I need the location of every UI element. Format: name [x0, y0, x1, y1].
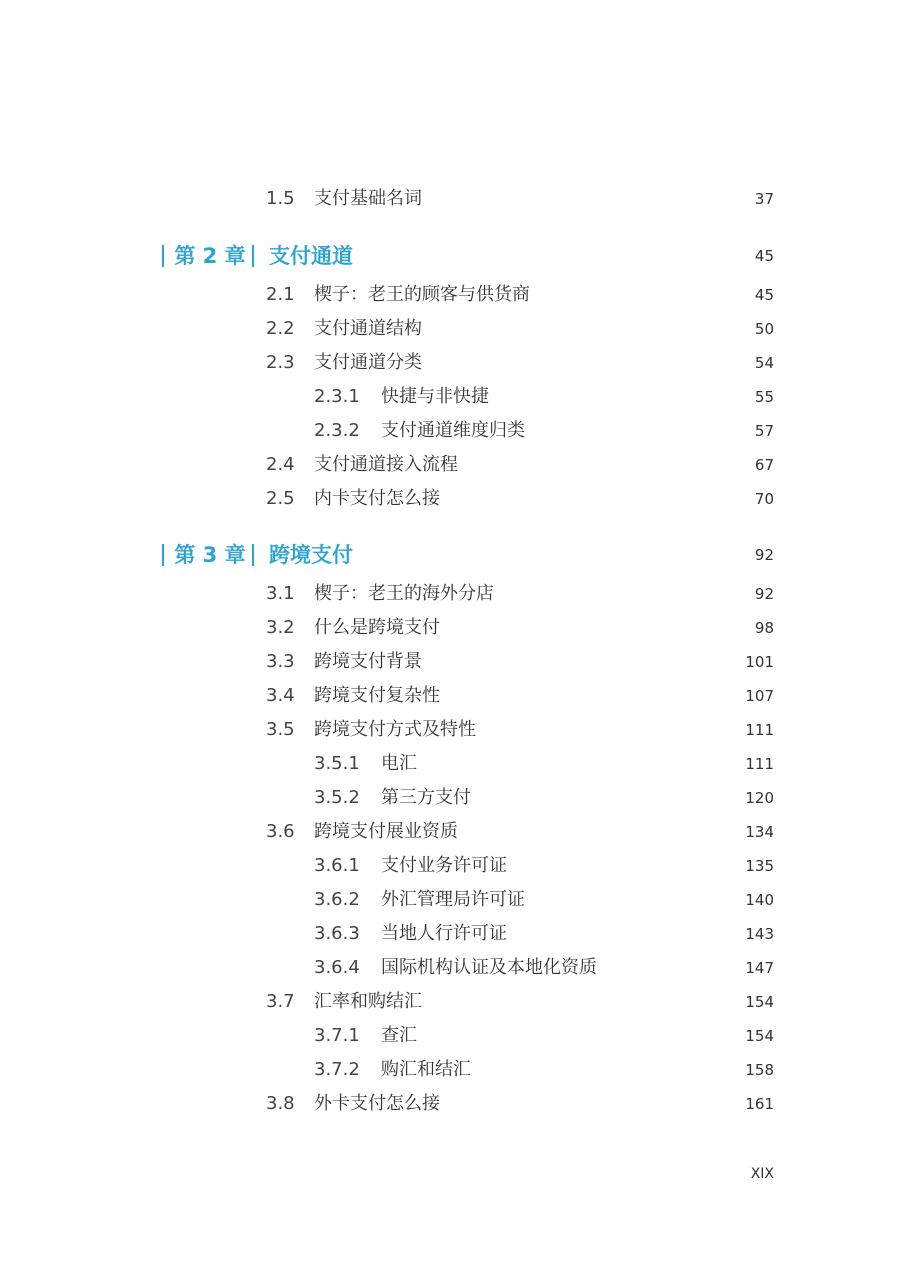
chapter-page-number: 45 — [754, 247, 774, 265]
entry-title: 跨境支付背景 — [314, 651, 422, 672]
entry-title: 跨境支付展业资质 — [314, 821, 458, 842]
entry-page-number: 98 — [754, 619, 774, 637]
entry-page-number: 134 — [745, 823, 774, 841]
entry-page-number: 111 — [745, 755, 774, 773]
entry-number: 3.7.2 — [314, 1059, 360, 1080]
chapter-bracket-left — [162, 245, 164, 267]
entry-page-number: 37 — [754, 190, 774, 208]
entry-title: 跨境支付复杂性 — [314, 685, 440, 706]
entry-title: 汇率和购结汇 — [314, 991, 422, 1012]
entry-number: 3.8 — [266, 1093, 295, 1114]
entry-page-number: 143 — [745, 925, 774, 943]
toc-subsection-entry[interactable] — [0, 1021, 915, 1051]
entry-page-number: 54 — [754, 354, 774, 372]
entry-title: 当地人行许可证 — [381, 923, 507, 944]
entry-title: 楔子：老王的顾客与供货商 — [314, 284, 530, 305]
toc-subsection-entry[interactable] — [0, 919, 915, 949]
toc-section-entry[interactable] — [0, 314, 915, 344]
entry-number: 3.7.1 — [314, 1025, 360, 1046]
entry-number: 2.3 — [266, 352, 295, 373]
entry-number: 3.3 — [266, 651, 295, 672]
entry-number: 2.4 — [266, 454, 295, 475]
entry-number: 2.1 — [266, 284, 295, 305]
toc-subsection-entry[interactable] — [0, 416, 915, 446]
entry-title: 第三方支付 — [381, 787, 471, 808]
toc-section-entry[interactable] — [0, 1089, 915, 1119]
toc-section-entry[interactable] — [0, 681, 915, 711]
entry-title: 国际机构认证及本地化资质 — [381, 957, 597, 978]
entry-number: 3.2 — [266, 617, 295, 638]
entry-title: 支付基础名词 — [314, 188, 422, 209]
entry-number: 3.4 — [266, 685, 295, 706]
toc-section-entry[interactable] — [0, 184, 915, 214]
entry-page-number: 67 — [754, 456, 774, 474]
entry-title: 购汇和结汇 — [381, 1059, 471, 1080]
toc-chapter-heading[interactable] — [0, 538, 915, 572]
toc-section-entry[interactable] — [0, 647, 915, 677]
entry-page-number: 57 — [754, 422, 774, 440]
entry-number: 3.6.1 — [314, 855, 360, 876]
toc-subsection-entry[interactable] — [0, 1055, 915, 1085]
entry-page-number: 70 — [754, 490, 774, 508]
entry-number: 2.3.2 — [314, 420, 360, 441]
entry-page-number: 154 — [745, 993, 774, 1011]
entry-number: 3.6.3 — [314, 923, 360, 944]
entry-number: 3.6.4 — [314, 957, 360, 978]
entry-number: 3.6.2 — [314, 889, 360, 910]
chapter-label: 第 3 章 — [174, 543, 246, 567]
entry-title: 查汇 — [381, 1025, 417, 1046]
toc-subsection-entry[interactable] — [0, 749, 915, 779]
entry-number: 3.5.2 — [314, 787, 360, 808]
entry-page-number: 50 — [754, 320, 774, 338]
toc-subsection-entry[interactable] — [0, 885, 915, 915]
toc-section-entry[interactable] — [0, 817, 915, 847]
page-number-folio: XIX — [750, 1166, 774, 1182]
toc-chapter-heading[interactable] — [0, 239, 915, 273]
toc-section-entry[interactable] — [0, 715, 915, 745]
entry-title: 外卡支付怎么接 — [314, 1093, 440, 1114]
entry-number: 3.1 — [266, 583, 295, 604]
entry-number: 3.7 — [266, 991, 295, 1012]
entry-title: 跨境支付方式及特性 — [314, 719, 476, 740]
toc-subsection-entry[interactable] — [0, 851, 915, 881]
entry-title: 快捷与非快捷 — [381, 386, 489, 407]
chapter-bracket-left — [162, 544, 164, 566]
chapter-bracket-right — [252, 245, 254, 267]
toc-section-entry[interactable] — [0, 280, 915, 310]
toc-subsection-entry[interactable] — [0, 382, 915, 412]
entry-number: 2.3.1 — [314, 386, 360, 407]
entry-page-number: 154 — [745, 1027, 774, 1045]
entry-number: 3.6 — [266, 821, 295, 842]
entry-title: 支付通道接入流程 — [314, 454, 458, 475]
entry-page-number: 92 — [754, 585, 774, 603]
entry-page-number: 147 — [745, 959, 774, 977]
entry-title: 外汇管理局许可证 — [381, 889, 525, 910]
toc-section-entry[interactable] — [0, 613, 915, 643]
entry-title: 楔子：老王的海外分店 — [314, 583, 494, 604]
chapter-bracket-right — [252, 544, 254, 566]
entry-title: 内卡支付怎么接 — [314, 488, 440, 509]
chapter-title: 跨境支付 — [269, 543, 353, 567]
entry-title: 支付通道分类 — [314, 352, 422, 373]
entry-page-number: 101 — [745, 653, 774, 671]
entry-number: 1.5 — [266, 188, 295, 209]
toc-subsection-entry[interactable] — [0, 783, 915, 813]
toc-section-entry[interactable] — [0, 987, 915, 1017]
entry-page-number: 45 — [754, 286, 774, 304]
toc-section-entry[interactable] — [0, 579, 915, 609]
chapter-page-number: 92 — [754, 546, 774, 564]
entry-page-number: 107 — [745, 687, 774, 705]
toc-section-entry[interactable] — [0, 348, 915, 378]
toc-subsection-entry[interactable] — [0, 953, 915, 983]
entry-number: 3.5.1 — [314, 753, 360, 774]
entry-page-number: 158 — [745, 1061, 774, 1079]
entry-title: 支付通道维度归类 — [381, 420, 525, 441]
chapter-label: 第 2 章 — [174, 244, 246, 268]
entry-page-number: 111 — [745, 721, 774, 739]
entry-page-number: 161 — [745, 1095, 774, 1113]
entry-page-number: 135 — [745, 857, 774, 875]
entry-page-number: 120 — [745, 789, 774, 807]
entry-title: 电汇 — [381, 753, 417, 774]
entry-number: 2.5 — [266, 488, 295, 509]
entry-title: 支付通道结构 — [314, 318, 422, 339]
entry-number: 3.5 — [266, 719, 295, 740]
toc-section-entry[interactable] — [0, 450, 915, 480]
entry-page-number: 140 — [745, 891, 774, 909]
chapter-title: 支付通道 — [269, 244, 353, 268]
entry-number: 2.2 — [266, 318, 295, 339]
entry-title: 什么是跨境支付 — [314, 617, 440, 638]
entry-title: 支付业务许可证 — [381, 855, 507, 876]
toc-section-entry[interactable] — [0, 484, 915, 514]
entry-page-number: 55 — [754, 388, 774, 406]
